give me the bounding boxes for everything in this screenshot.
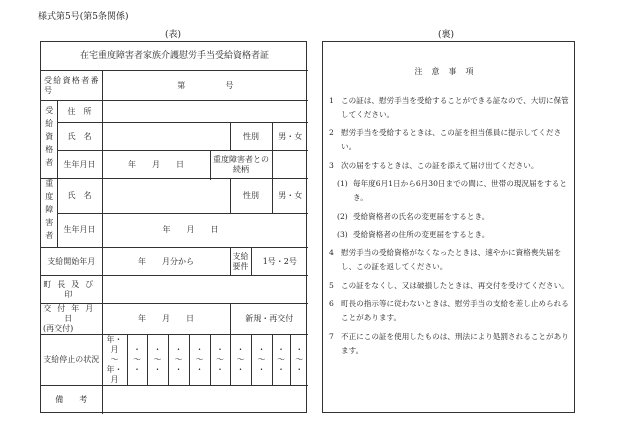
birthdate-field: 年 月 日: [102, 151, 210, 179]
note-number: (2): [337, 211, 348, 221]
suspension-period-7: ・ 〜 ・: [251, 335, 272, 386]
note-text: 毎年度6月1日から6月30日までの間に、世帯の現況届をするとき。: [353, 179, 567, 203]
note-item: [329, 94, 569, 122]
recipient-number-field: 第 号: [102, 71, 308, 101]
certificate-front: [40, 41, 307, 413]
address-field: [102, 101, 308, 123]
disabled-gender-label: 性別: [230, 179, 272, 214]
note-number: 7: [329, 331, 334, 341]
note-number: (1): [337, 179, 348, 189]
certificate-back: [322, 41, 575, 413]
note-item: [329, 330, 569, 358]
name-field: [102, 123, 230, 151]
recipient-number-label: 受給資格者番号: [41, 71, 102, 101]
disabled-birthdate-field: 年 月 日: [102, 213, 308, 248]
suspension-period-6: ・ 〜 ・: [230, 335, 251, 386]
disabled-name-field: [102, 179, 230, 214]
note-number: 1: [329, 96, 334, 105]
note-number: 6: [329, 299, 334, 309]
note-item: [329, 297, 569, 325]
suspension-period-8: ・ 〜 ・: [272, 335, 290, 386]
mayor-seal-field: [102, 276, 308, 304]
suspension-period-4: ・ 〜 ・: [189, 335, 210, 386]
issue-date-label: 交付年月日 (再交付): [41, 304, 102, 335]
gender-label: 性別: [230, 123, 272, 151]
suspension-period-5: ・ 〜 ・: [210, 335, 230, 386]
suspension-period-3: ・ 〜 ・: [168, 335, 189, 386]
birthdate-label: 生年月日: [57, 151, 102, 179]
note-text: 慰労手当の受給資格がなくなったときは、速やかに資格喪失届をし、この証を返してください。: [341, 248, 562, 272]
disabled-name-label: 氏 名: [57, 179, 102, 214]
payment-requirement-field: 1号・2号: [251, 248, 308, 276]
suspension-period-2: ・ 〜 ・: [147, 335, 168, 386]
remarks-field: [102, 386, 308, 414]
certificate-table: [41, 42, 308, 414]
note-text: 次の届をするときは、この証を添えて届け出てください。: [341, 160, 539, 170]
back-side-label: (裏): [438, 30, 455, 40]
disabled-gender-field: 男・女: [272, 179, 308, 214]
gender-field: 男・女: [272, 123, 308, 151]
payment-requirement-label: 支給要件: [230, 248, 251, 276]
note-text: 町長の指示等に従わないときは、慰労手当の支給を差し止められることがあります。: [341, 299, 569, 323]
address-label: 住 所: [57, 101, 102, 123]
note-subitem: [329, 177, 569, 205]
note-text: 慰労手当を受給するときは、この証を担当係員に提示してください。: [341, 128, 562, 152]
note-item: [329, 126, 569, 154]
note-text: 受給資格者の住所の変更届をするとき。: [353, 229, 490, 239]
recipient-group-label: 受給資格者: [41, 101, 57, 179]
payment-start-field: 年 月分から: [102, 248, 230, 276]
note-number: 2: [329, 128, 334, 138]
issue-type-field: 新規・再交付: [230, 304, 308, 335]
disabled-person-group-label: 重度障害者: [41, 179, 57, 248]
relationship-field: [272, 151, 308, 179]
note-number: 3: [329, 160, 334, 170]
note-item: [329, 279, 569, 293]
payment-suspension-label: 支給停止の状況: [41, 335, 102, 386]
suspension-period-1: ・ 〜 ・: [127, 335, 147, 386]
disabled-birthdate-label: 生年月日: [57, 213, 102, 248]
notes-list: [329, 94, 569, 362]
note-text: 不正にこの証を使用したものは、刑法により処罰されることがあります。: [341, 331, 569, 355]
note-number: (3): [337, 229, 348, 239]
name-label: 氏 名: [57, 123, 102, 151]
mayor-seal-label: 町長及び印: [41, 276, 102, 304]
note-text: この証は、慰労手当を受給することができる証なので、大切に保管してください。: [341, 96, 569, 119]
certificate-title: 在宅重度障害者家族介護慰労手当受給資格者証: [41, 42, 308, 71]
note-text: この証をなくし、又は破損したときは、再交付を受けてください。: [341, 280, 569, 290]
notes-heading: 注意事項: [414, 67, 483, 76]
note-subitem: [329, 210, 569, 224]
suspension-period-9: ・ 〜 ・: [290, 335, 308, 386]
relationship-label: 重度障害者との続柄: [210, 151, 272, 179]
form-number-label: 様式第5号(第5条関係): [38, 12, 129, 22]
payment-start-label: 支給開始年月: [41, 248, 102, 276]
note-number: 5: [329, 280, 334, 290]
note-subitem: [329, 228, 569, 242]
note-text: 受給資格者の氏名の変更届をするとき。: [353, 211, 490, 221]
note-item: [329, 246, 569, 274]
suspension-period-header: 年・月 〜 年・月: [102, 335, 127, 386]
note-item: [329, 159, 569, 173]
issue-date-field: 年 月 日: [102, 304, 230, 335]
note-number: 4: [329, 248, 334, 258]
front-side-label: (表): [165, 30, 182, 40]
remarks-label: 備 考: [41, 386, 102, 414]
